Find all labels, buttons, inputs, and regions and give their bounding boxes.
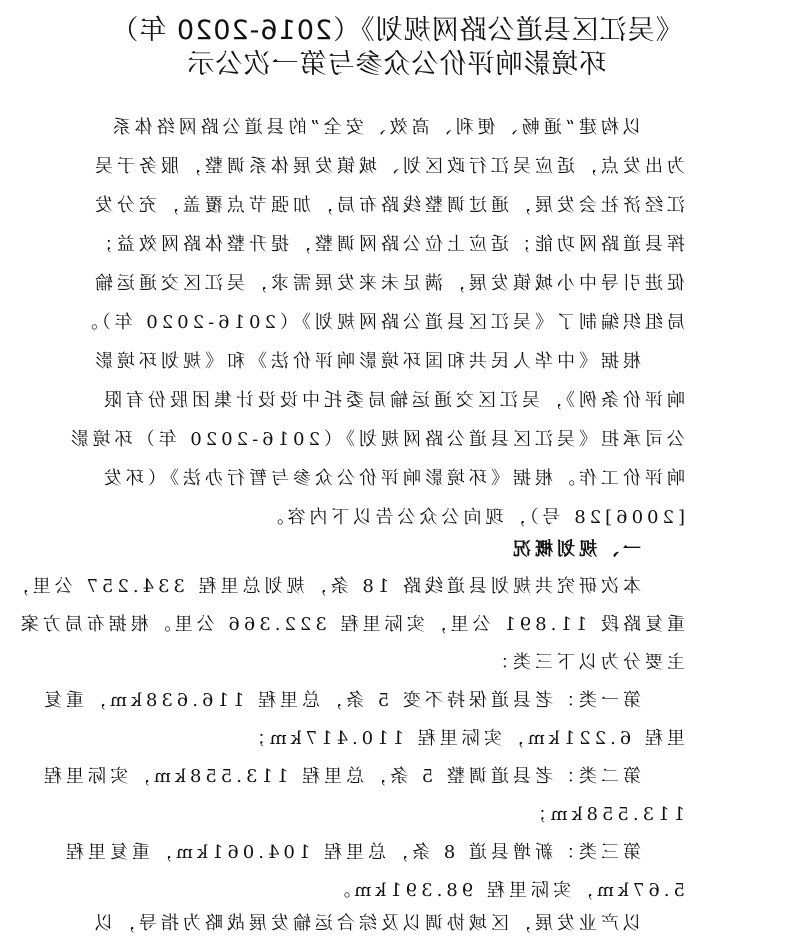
body-line-3: 江经济社会发展，通过调整线路布局，加强节点覆盖，充分发 [91,195,685,216]
body-line-11: [2006]28 号），现向公众公告以下内容。 [261,507,685,528]
section-heading-planning-overview: 一、规划概况 [509,539,641,560]
document-title-line-2: 环境影响评价公众参与第一次公示 [186,49,607,80]
body-line-18: 第二类：老县道调整 5 条，总里程 113.558km，实际里程 [39,766,641,787]
body-line-19: 113.558km； [524,804,685,825]
body-line-16: 第一类：老县道保持不变 5 条，总里程 116.638km，重复 [39,690,641,711]
body-line-6: 局组织编制了《吴江区县道公路网规划》（2016-2020 年）。 [75,312,685,333]
body-line-2: 为出发点，适应吴江行政区划、城镇发展体系调整，服务于吴 [91,156,685,177]
body-line-17: 里程 6.221km，实际里程 110.417km； [243,728,685,749]
body-line-10: 响评价工作。根据《环境影响评价公众参与暂行办法》（环发 [100,468,685,489]
body-line-22: 以产业发展，区域协调以及综合运输发展战略为指导，以 [91,913,641,934]
body-line-13: 本次研究共规划县道线路 18 条，规划总里程 334.257 公里， [6,576,641,597]
body-line-14: 重复路段 11.891 公里，实际里程 322.366 公里。根据布局方案 [16,614,685,635]
body-line-9: 公司承担《吴江区县道公路网规划》（2016-2020 年）环境影 [66,429,685,450]
body-line-8: 响评价条例》，吴江区交通运输局委托中设设计集团股份有限 [100,390,685,411]
body-line-5: 促进引导中小城镇发展，满足未来发展需求，吴江区交通运输 [91,273,685,294]
body-line-15: 主要分为以下三类： [487,652,685,673]
body-line-20: 第三类：新增县道 8 条，总里程 104.061km，重复里程 [61,842,641,863]
body-line-1: 以构建“通畅、便利、高效、安全”的县道公路网络体系 [108,117,641,138]
document-title-line-1: 《吴江区县道公路网规划》（2016-2020 年） [110,15,683,46]
body-line-4: 挥县道路网功能；适应上位公路网调整，提升整体路网效益； [91,234,685,255]
body-line-21: 5.67km，实际里程 98.391km。 [328,880,685,901]
body-line-7: 根据《中华人民共和国环境影响评价法》和《规划环境影 [91,351,641,372]
